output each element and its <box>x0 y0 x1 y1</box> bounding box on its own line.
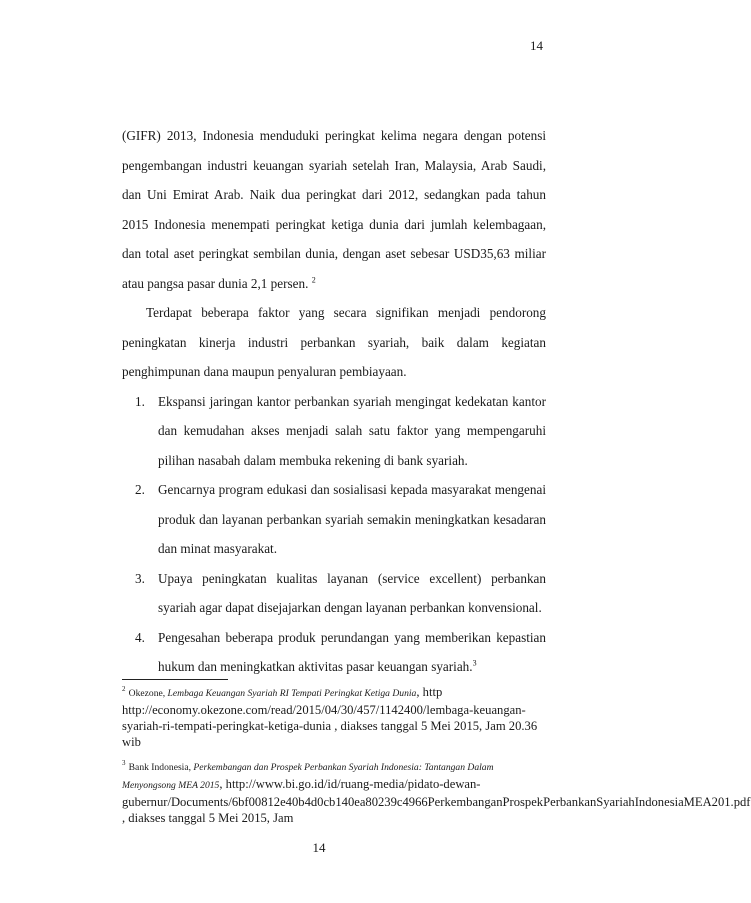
page-number-bottom: 14 <box>312 840 326 855</box>
list-item-number: 1. <box>135 393 145 409</box>
list-item-text: Upaya peningkatan kualitas layanan (service excellent) perbankan syariah agar dapat disejajarkan dengan layanan perbankan konvensional. <box>158 570 546 615</box>
footnote-ref: 2 <box>311 275 316 285</box>
footnote-number: 2 <box>122 684 126 693</box>
list-item-text: Gencarnya program edukasi dan sosialisasi kepada masyarakat mengenai produk dan layanan perbankan syariah semakin meningkatkan kesadaran dan minat masyarakat. <box>158 482 546 556</box>
list-item <box>122 475 546 564</box>
list-item-number: 3. <box>135 570 145 586</box>
paragraph-text: (GIFR) 2013, Indonesia menduduki peringkat kelima negara dengan potensi pengembangan industri keuangan syariah setelah Iran, Malaysia, Arab Saudi, dan Uni Emirat Arab. Naik dua peringkat dari 2012, sedangkan pada tahun 2015 Indonesia menempati peringkat ketiga dunia dari jumlah kelembagaan, dan total aset peringkat sembilan dunia, dengan aset sebesar USD35,63 miliar atau pangsa pasar dunia 2,1 persen. <box>122 128 546 291</box>
footnote-3 <box>122 758 751 826</box>
footnote-author: Okezone, <box>128 688 168 699</box>
paragraph-gifr <box>122 121 546 298</box>
footnotes <box>122 684 751 834</box>
list-item <box>122 623 546 682</box>
body-text <box>122 121 546 682</box>
footnote-author: Bank Indonesia, <box>128 762 194 773</box>
list-item-number: 2. <box>135 482 145 497</box>
list-item-text: Ekspansi jaringan kantor perbankan syariah mengingat kedekatan kantor dan kemudahan akses menjadi salah satu faktor yang mempengaruhi pilihan nasabah dalam membuka rekening di bank syariah. <box>158 393 546 468</box>
footnote-ref: 3 <box>472 658 477 668</box>
factors-list <box>122 387 546 682</box>
list-item <box>122 387 546 476</box>
page-number-top: 14 <box>530 38 543 53</box>
paragraph-factors-intro: Terdapat beberapa faktor yang secara signifikan menjadi pendorong peningkatan kinerja industri perbankan syariah, baik dalam kegiatan penghimpunan dana maupun penyaluran pembiayaan. <box>122 305 546 379</box>
list-item-number: 4. <box>135 629 145 645</box>
footnote-link: , http http://economy.okezone.com/read/2015/04/30/457/1142400/lembaga-keuangan-syariah-ri-tempati-peringkat-ketiga-dunia , diakses tanggal 5 Mei 2015, Jam 20.36 wib <box>122 685 538 749</box>
footnote-link: , http://www.bi.go.id/id/ruang-media/pidato-dewan-gubernur/Documents/6bf00812e40b4d0cb140ea80239c4966PerkembanganProspekPerbankanSyariahIndonesiaMEA201.pdf , diakses tanggal 5 Mei 2015, Jam <box>122 777 751 825</box>
footnote-divider <box>122 679 228 680</box>
list-item-text: Pengesahan beberapa produk perundangan yang memberikan kepastian hukum dan meningkatkan aktivitas pasar keuangan syariah. <box>158 629 546 674</box>
footnote-number: 3 <box>122 758 126 767</box>
list-item <box>122 564 546 623</box>
footnote-title: Perkembangan dan Prospek Perbankan Syariah Indonesia: Tantangan Dalam Menyongsong MEA 2015 <box>122 762 494 791</box>
footnote-2 <box>122 684 546 750</box>
footnote-title: Lembaga Keuangan Syariah RI Tempati Peringkat Ketiga Dunia <box>167 688 417 699</box>
